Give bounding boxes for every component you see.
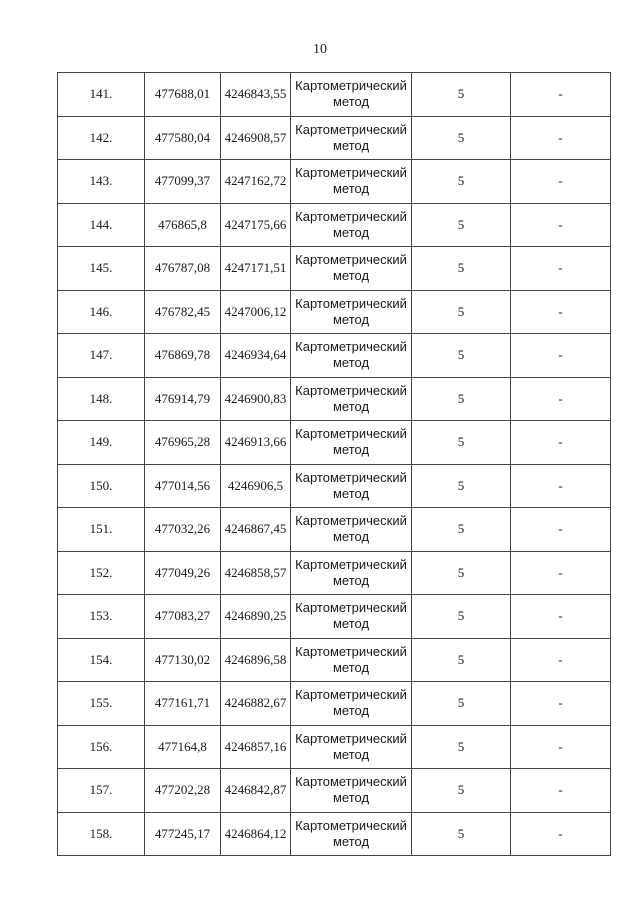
x-coordinate-cell: 477083,27	[145, 595, 221, 639]
y-coordinate-cell: 4246906,5	[221, 464, 291, 508]
accuracy-cell: 5	[412, 769, 511, 813]
note-cell: -	[511, 464, 611, 508]
y-coordinate-cell: 4246882,67	[221, 682, 291, 726]
y-coordinate-cell: 4246900,83	[221, 377, 291, 421]
point-number-cell: 149.	[58, 421, 145, 465]
method-line-1: Картометрический	[295, 78, 407, 94]
method-cell	[291, 247, 412, 291]
method-cell	[291, 334, 412, 378]
note-cell: -	[511, 116, 611, 160]
coordinates-table	[57, 72, 611, 856]
table-row	[58, 377, 611, 421]
method-line-2: метод	[332, 398, 370, 414]
note-cell: -	[511, 203, 611, 247]
table-row	[58, 290, 611, 334]
note-cell: -	[511, 638, 611, 682]
point-number-cell: 153.	[58, 595, 145, 639]
accuracy-cell: 5	[412, 290, 511, 334]
method-line-2: метод	[332, 616, 370, 632]
accuracy-cell: 5	[412, 551, 511, 595]
table-row	[58, 334, 611, 378]
method-line-1: Картометрический	[295, 469, 407, 485]
method-cell	[291, 812, 412, 856]
x-coordinate-cell: 477099,37	[145, 160, 221, 204]
table-row	[58, 682, 611, 726]
method-cell	[291, 508, 412, 552]
point-number-cell: 154.	[58, 638, 145, 682]
method-line-2: метод	[332, 181, 370, 197]
x-coordinate-cell: 476865,8	[145, 203, 221, 247]
accuracy-cell: 5	[412, 377, 511, 421]
note-cell: -	[511, 812, 611, 856]
note-cell: -	[511, 334, 611, 378]
accuracy-cell: 5	[412, 203, 511, 247]
accuracy-cell: 5	[412, 421, 511, 465]
point-number-cell: 148.	[58, 377, 145, 421]
method-line-1: Картометрический	[295, 208, 407, 224]
method-line-2: метод	[332, 268, 370, 284]
x-coordinate-cell: 476965,28	[145, 421, 221, 465]
page-number: 10	[313, 42, 327, 57]
y-coordinate-cell: 4247171,51	[221, 247, 291, 291]
y-coordinate-cell: 4247162,72	[221, 160, 291, 204]
method-cell	[291, 290, 412, 334]
accuracy-cell: 5	[412, 464, 511, 508]
y-coordinate-cell: 4246843,55	[221, 73, 291, 117]
point-number-cell: 144.	[58, 203, 145, 247]
method-line-1: Картометрический	[295, 556, 407, 572]
note-cell: -	[511, 160, 611, 204]
point-number-cell: 157.	[58, 769, 145, 813]
method-line-2: метод	[332, 355, 370, 371]
method-line-2: метод	[332, 790, 370, 806]
table-row	[58, 769, 611, 813]
y-coordinate-cell: 4246858,57	[221, 551, 291, 595]
point-number-cell: 155.	[58, 682, 145, 726]
point-number-cell: 145.	[58, 247, 145, 291]
note-cell: -	[511, 595, 611, 639]
point-number-cell: 152.	[58, 551, 145, 595]
method-line-2: метод	[332, 311, 370, 327]
accuracy-cell: 5	[412, 682, 511, 726]
point-number-cell: 142.	[58, 116, 145, 160]
method-cell	[291, 725, 412, 769]
method-line-2: метод	[332, 659, 370, 675]
note-cell: -	[511, 73, 611, 117]
method-line-1: Картометрический	[295, 513, 407, 529]
note-cell: -	[511, 508, 611, 552]
x-coordinate-cell: 477049,26	[145, 551, 221, 595]
x-coordinate-cell: 477202,28	[145, 769, 221, 813]
point-number-cell: 143.	[58, 160, 145, 204]
table-row	[58, 551, 611, 595]
note-cell: -	[511, 247, 611, 291]
method-line-1: Картометрический	[295, 730, 407, 746]
table-row	[58, 421, 611, 465]
method-line-2: метод	[332, 746, 370, 762]
accuracy-cell: 5	[412, 73, 511, 117]
y-coordinate-cell: 4246913,66	[221, 421, 291, 465]
method-cell	[291, 769, 412, 813]
method-line-1: Картометрический	[295, 165, 407, 181]
method-line-2: метод	[332, 703, 370, 719]
method-line-1: Картометрический	[295, 817, 407, 833]
y-coordinate-cell: 4246867,45	[221, 508, 291, 552]
method-cell	[291, 421, 412, 465]
point-number-cell: 147.	[58, 334, 145, 378]
method-line-1: Картометрический	[295, 643, 407, 659]
y-coordinate-cell: 4246857,16	[221, 725, 291, 769]
table-row	[58, 725, 611, 769]
x-coordinate-cell: 477164,8	[145, 725, 221, 769]
method-line-1: Картометрический	[295, 339, 407, 355]
method-line-2: метод	[332, 224, 370, 240]
y-coordinate-cell: 4247006,12	[221, 290, 291, 334]
method-line-1: Картометрический	[295, 426, 407, 442]
method-line-2: метод	[332, 137, 370, 153]
method-line-2: метод	[332, 94, 370, 110]
method-line-1: Картометрический	[295, 121, 407, 137]
y-coordinate-cell: 4246890,25	[221, 595, 291, 639]
method-cell	[291, 551, 412, 595]
table-row	[58, 508, 611, 552]
method-cell	[291, 377, 412, 421]
x-coordinate-cell: 477688,01	[145, 73, 221, 117]
method-line-1: Картометрический	[295, 774, 407, 790]
method-cell	[291, 116, 412, 160]
method-cell	[291, 682, 412, 726]
method-cell	[291, 638, 412, 682]
x-coordinate-cell: 476787,08	[145, 247, 221, 291]
x-coordinate-cell: 477580,04	[145, 116, 221, 160]
table-row	[58, 595, 611, 639]
method-line-1: Картометрический	[295, 600, 407, 616]
accuracy-cell: 5	[412, 638, 511, 682]
note-cell: -	[511, 290, 611, 334]
table-row	[58, 116, 611, 160]
note-cell: -	[511, 769, 611, 813]
y-coordinate-cell: 4246896,58	[221, 638, 291, 682]
x-coordinate-cell: 477014,56	[145, 464, 221, 508]
method-line-2: метод	[332, 529, 370, 545]
accuracy-cell: 5	[412, 508, 511, 552]
point-number-cell: 150.	[58, 464, 145, 508]
method-cell	[291, 73, 412, 117]
method-cell	[291, 160, 412, 204]
note-cell: -	[511, 725, 611, 769]
note-cell: -	[511, 551, 611, 595]
table-row	[58, 638, 611, 682]
method-line-2: метод	[332, 485, 370, 501]
method-line-2: метод	[332, 833, 370, 849]
note-cell: -	[511, 377, 611, 421]
accuracy-cell: 5	[412, 334, 511, 378]
method-cell	[291, 595, 412, 639]
method-line-2: метод	[332, 442, 370, 458]
method-line-1: Картометрический	[295, 295, 407, 311]
x-coordinate-cell: 477161,71	[145, 682, 221, 726]
y-coordinate-cell: 4246908,57	[221, 116, 291, 160]
method-cell	[291, 464, 412, 508]
y-coordinate-cell: 4246934,64	[221, 334, 291, 378]
method-cell	[291, 203, 412, 247]
y-coordinate-cell: 4246864,12	[221, 812, 291, 856]
x-coordinate-cell: 476869,78	[145, 334, 221, 378]
table-row	[58, 247, 611, 291]
point-number-cell: 141.	[58, 73, 145, 117]
note-cell: -	[511, 682, 611, 726]
method-line-2: метод	[332, 572, 370, 588]
method-line-1: Картометрический	[295, 382, 407, 398]
table-row	[58, 464, 611, 508]
x-coordinate-cell: 476782,45	[145, 290, 221, 334]
accuracy-cell: 5	[412, 725, 511, 769]
accuracy-cell: 5	[412, 595, 511, 639]
table-row	[58, 203, 611, 247]
table-row	[58, 812, 611, 856]
table-body	[58, 73, 611, 856]
x-coordinate-cell: 476914,79	[145, 377, 221, 421]
accuracy-cell: 5	[412, 116, 511, 160]
method-line-1: Картометрический	[295, 687, 407, 703]
point-number-cell: 158.	[58, 812, 145, 856]
y-coordinate-cell: 4247175,66	[221, 203, 291, 247]
method-line-1: Картометрический	[295, 252, 407, 268]
x-coordinate-cell: 477032,26	[145, 508, 221, 552]
x-coordinate-cell: 477130,02	[145, 638, 221, 682]
accuracy-cell: 5	[412, 812, 511, 856]
point-number-cell: 156.	[58, 725, 145, 769]
point-number-cell: 146.	[58, 290, 145, 334]
note-cell: -	[511, 421, 611, 465]
accuracy-cell: 5	[412, 247, 511, 291]
point-number-cell: 151.	[58, 508, 145, 552]
table-row	[58, 160, 611, 204]
accuracy-cell: 5	[412, 160, 511, 204]
x-coordinate-cell: 477245,17	[145, 812, 221, 856]
y-coordinate-cell: 4246842,87	[221, 769, 291, 813]
table-row	[58, 73, 611, 117]
